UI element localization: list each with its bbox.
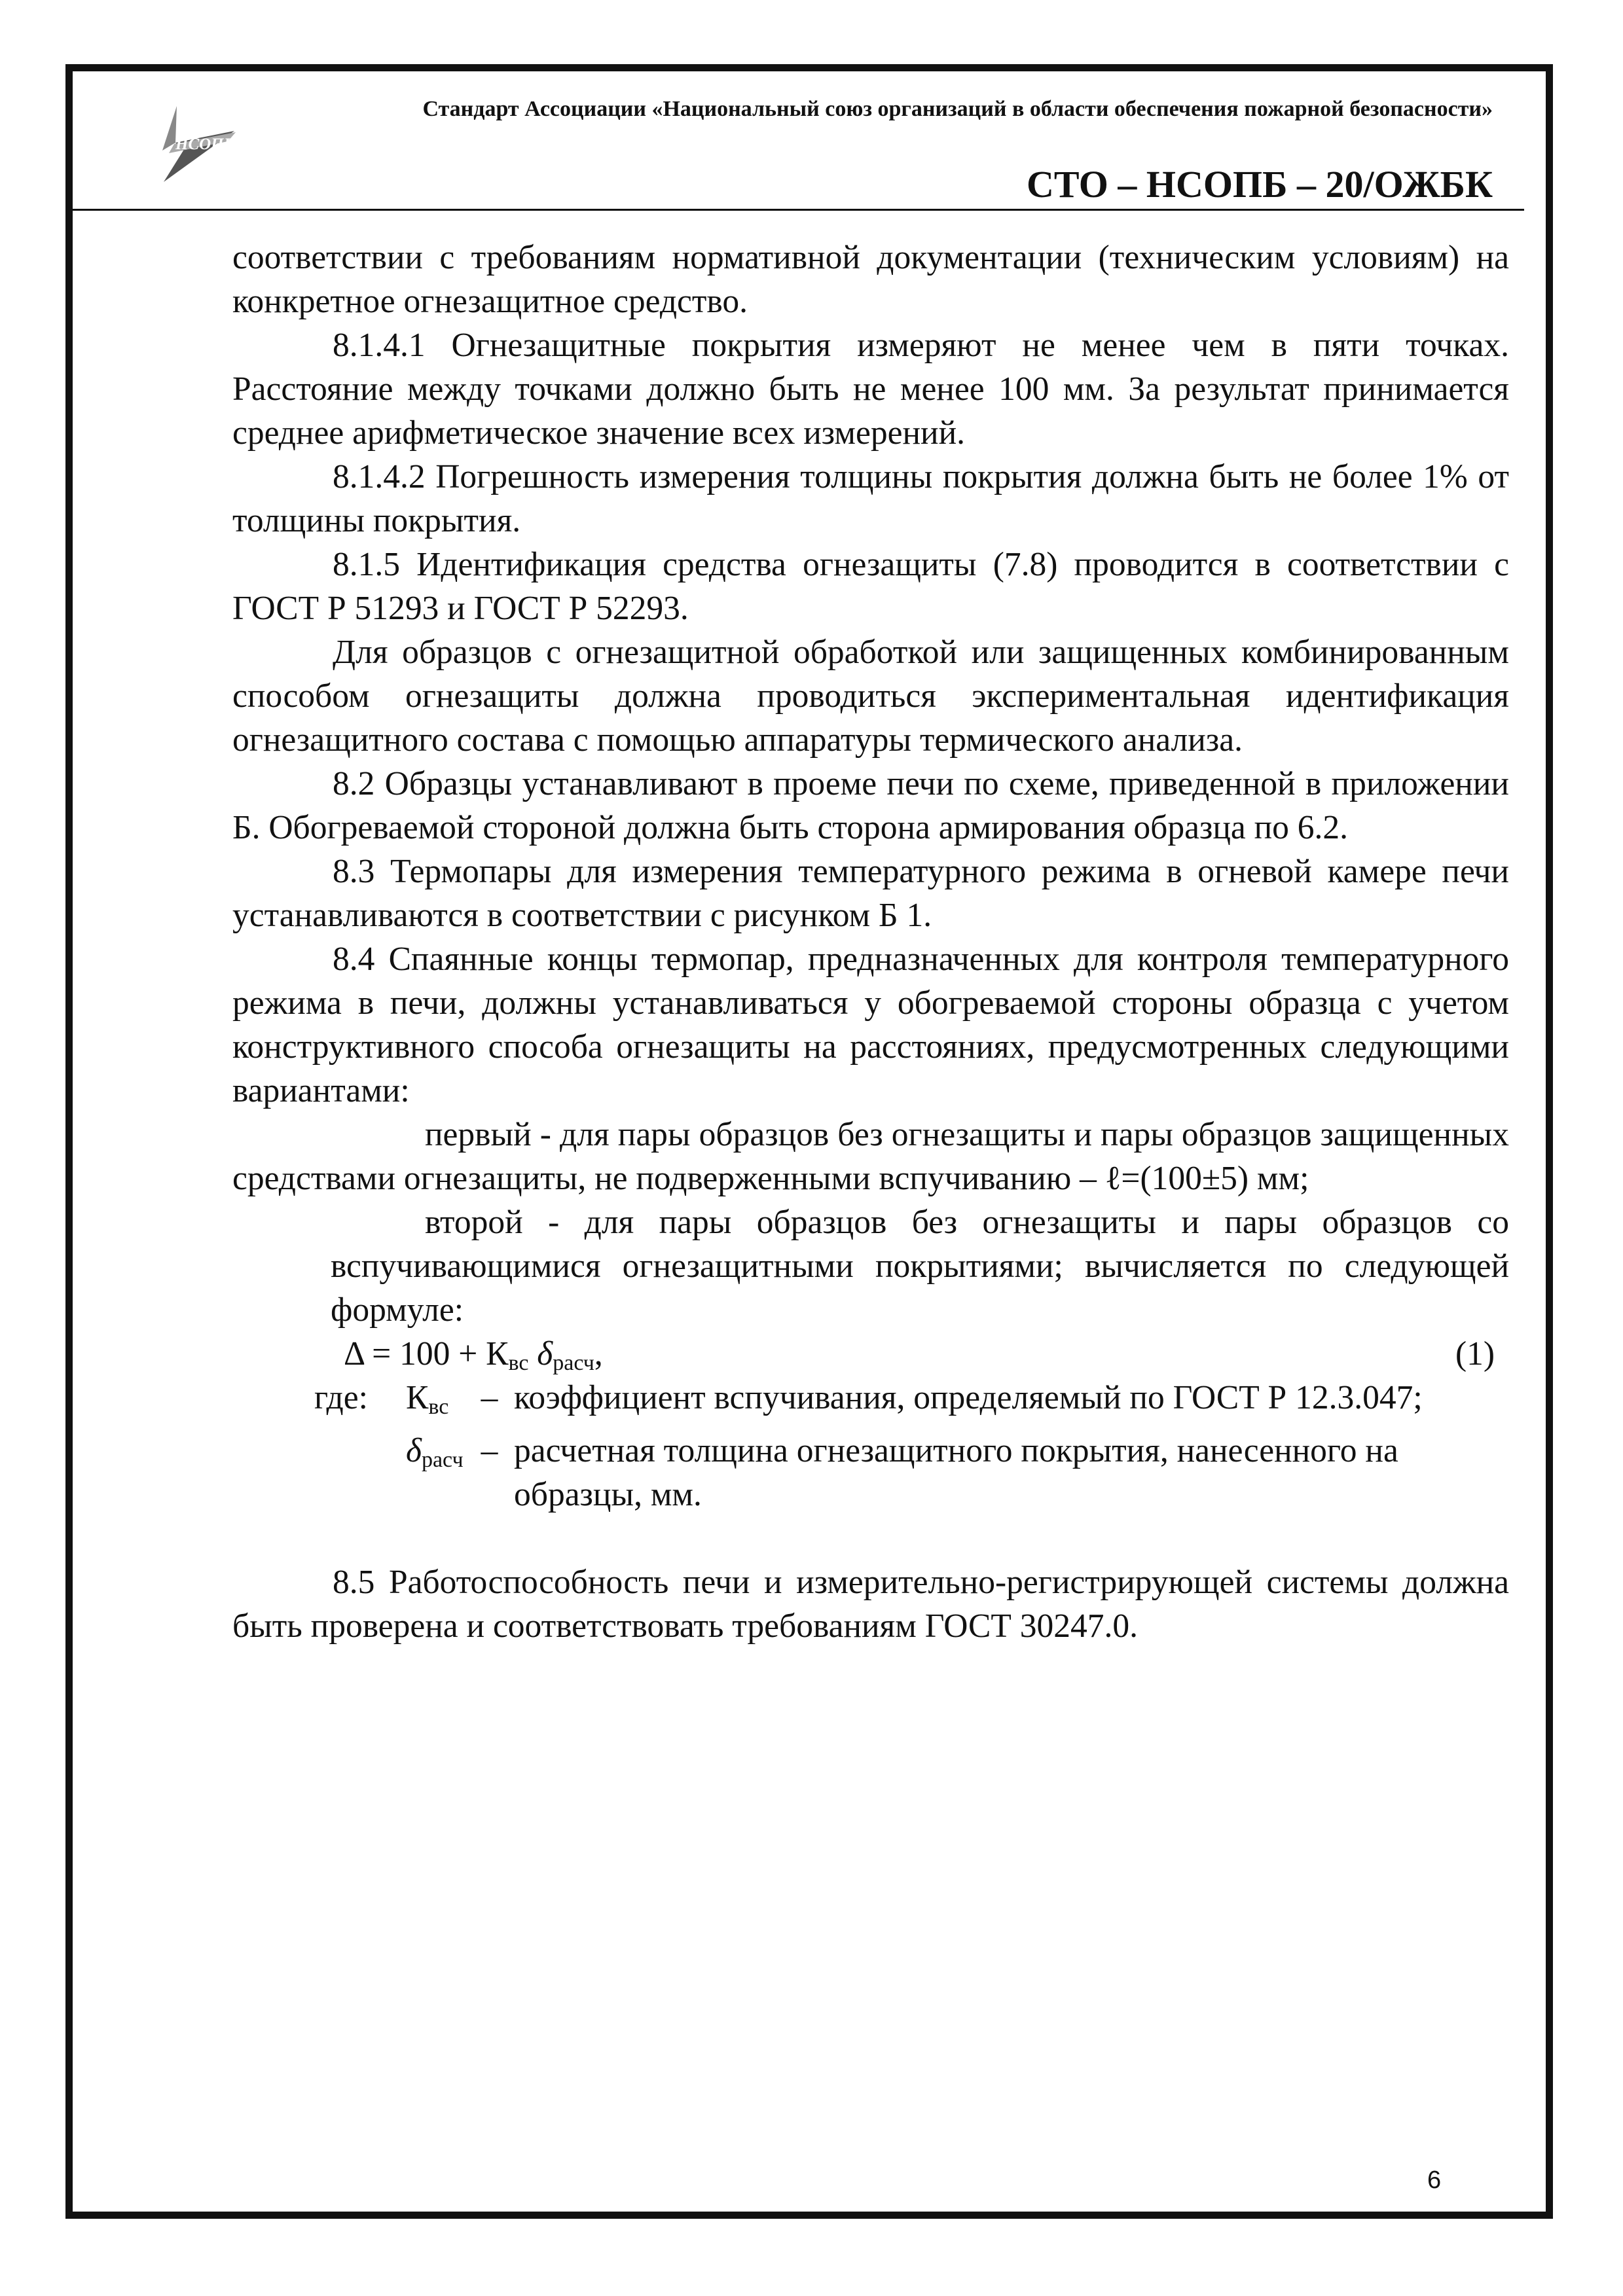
dash: –: [481, 1432, 498, 1469]
dash: –: [481, 1379, 498, 1416]
svg-text:НСОПБ: НСОПБ: [175, 135, 234, 153]
k-description: коэффициент вспучивания, определяемый по ГОСТ Р 12.3.047;: [514, 1379, 1423, 1416]
header-divider: [65, 209, 1524, 211]
paragraph: 8.1.5 Идентификация средства огнезащиты (7.8) проводится в соответствии с ГОСТ Р 51293 и ГОСТ Р 52293.: [232, 546, 1509, 627]
where-list: [232, 1376, 1509, 1516]
paragraph-variant-second: второй - для пары образцов без огнезащиты и пары образцов со вспучивающимися огнезащитными покрытиями; вычисляется по следующей формуле:: [331, 1204, 1509, 1329]
where-label: где:: [314, 1379, 368, 1416]
paragraph: 8.1.4.1 Огнезащитные покрытия измеряют не менее чем в пяти точках. Расстояние между точками должно быть не менее 100 мм. За результат принимается среднее арифметическое значение всех измерений.: [232, 327, 1509, 452]
symbol-k: $К_{вс}$: [406, 1379, 449, 1419]
document-code: СТО – НСОПБ – 20/ОЖБК: [1026, 163, 1493, 206]
formula-line: [232, 1332, 1509, 1376]
formula-number: (1): [1455, 1335, 1495, 1372]
formula: $\Delta = 100 + К_{вс}$ $\delta_{расч}$,: [344, 1335, 603, 1375]
symbol-delta: $\delta_{расч}$: [406, 1432, 464, 1472]
delta-description: расчетная толщина огнезащитного покрытия, нанесенного на образцы, мм.: [514, 1432, 1398, 1513]
paragraph: 8.1.4.2 Погрешность измерения толщины покрытия должна быть не более 1% от толщины покрытия.: [232, 458, 1509, 539]
paragraph: 8.4 Спаянные концы термопар, предназначенных для контроля температурного режима в печи, должны устанавливаться у обогреваемой стороны образца с учетом конструктивного способа огнезащиты на расстояниях, предусмотренных следующими вариантами:: [232, 941, 1509, 1109]
paragraph: 8.2 Образцы устанавливают в проеме печи по схеме, приведенной в приложении Б. Обогреваемой стороной должна быть сторона армирования образца по 6.2.: [232, 765, 1509, 846]
standard-title: Стандарт Ассоциации «Национальный союз организаций в области обеспечения пожарной безопасности»: [422, 97, 1493, 121]
document-body: [232, 236, 1509, 1648]
paragraph: 8.5 Работоспособность печи и измерительно-регистрирующей системы должна быть проверена и соответствовать требованиям ГОСТ 30247.0.: [232, 1564, 1509, 1645]
page-number: 6: [1427, 2166, 1442, 2194]
paragraph-variant-first: первый - для пары образцов без огнезащиты и пары образцов защищенных средствами огнезащиты, не подверженными вспучиванию – ℓ=(100±5) мм;: [232, 1116, 1509, 1197]
paragraph: 8.3 Термопары для измерения температурного режима в огневой камере печи устанавливаются в соответствии с рисунком Б 1.: [232, 853, 1509, 934]
paragraph: Для образцов с огнезащитной обработкой или защищенных комбинированным способом огнезащиты должна проводиться экспериментальная идентификация огнезащитного состава с помощью аппаратуры термического анализа.: [232, 634, 1509, 759]
paragraph: соответствии с требованиям нормативной документации (техническим условиям) на конкретное огнезащитное средство.: [232, 239, 1509, 320]
